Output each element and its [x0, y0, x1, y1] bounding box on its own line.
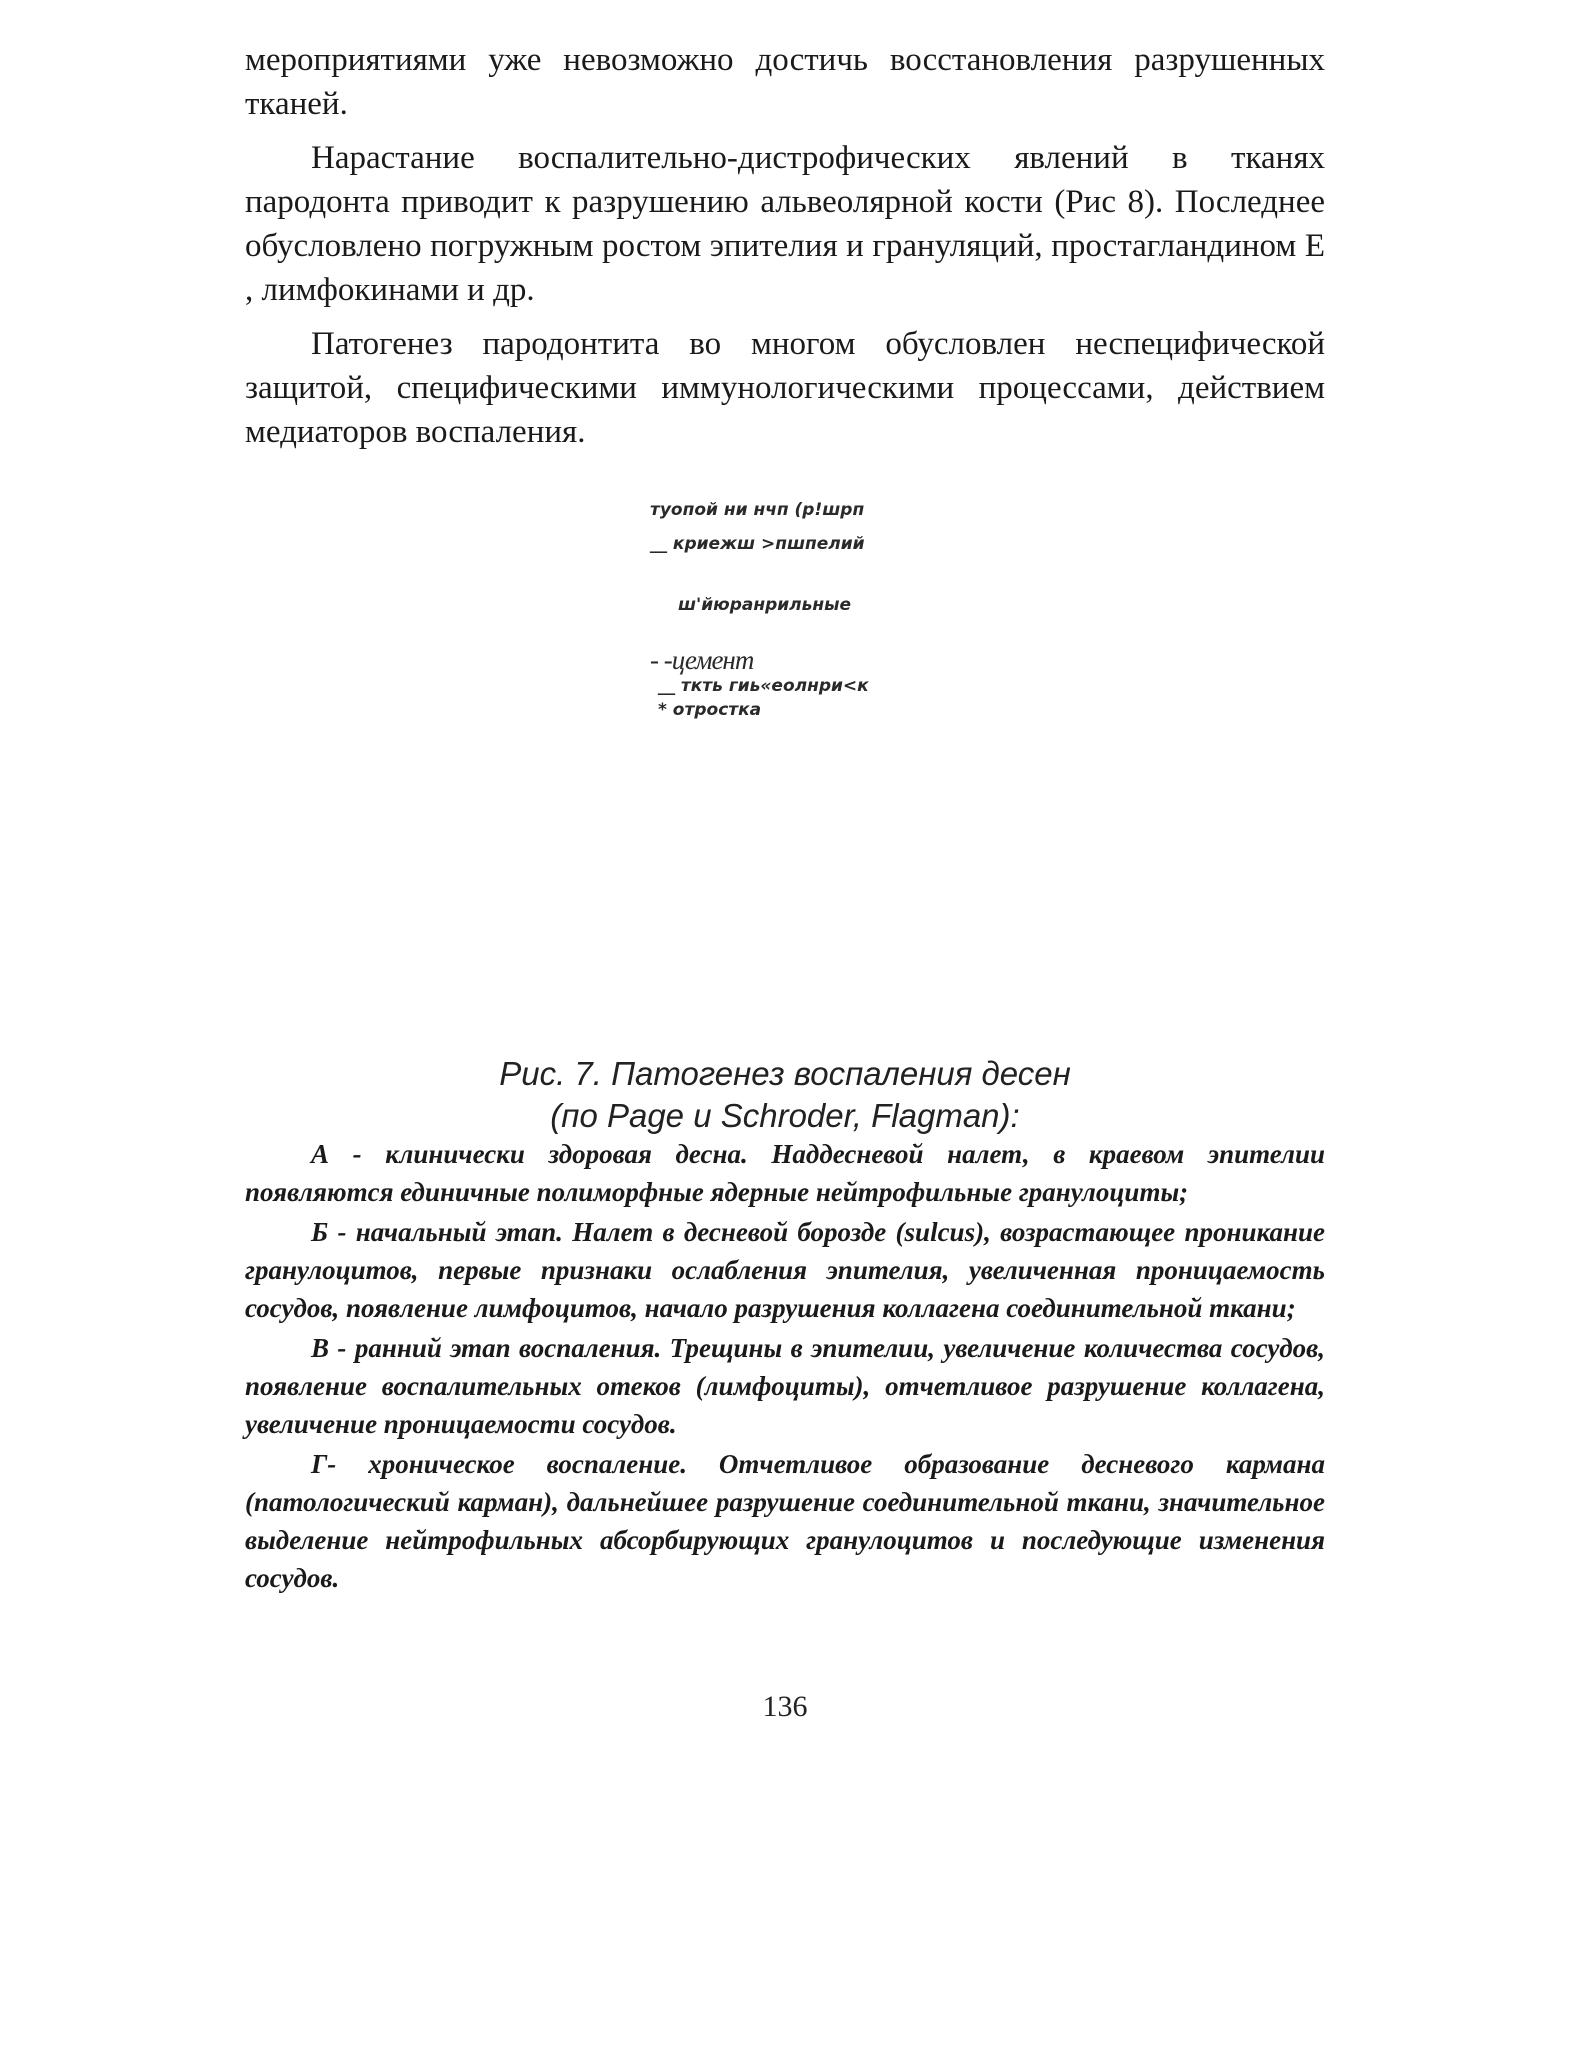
caption-body [245, 1135, 1325, 1599]
caption-item-d: Г- хроническое воспаление. Отчетливое образование десневого кармана (патологический карман), дальнейшее разрушение соединительной ткани, значительное выделение нейтрофильных абсорбирующих гранулоцитов и последующие изменения сосудов. [245, 1449, 1325, 1593]
caption-item-b: Б - начальный этап. Налет в десневой борозде (sulcus), возрастающее проникание гранулоцитов, первые признаки ослабления эпителия, увеличенная проницаемость сосудов, появление лимфоцитов, начало разрушения коллагена соединительной ткани; [245, 1217, 1325, 1323]
caption-title-line-2: (по Page и Schroder, Flagman): [550, 1097, 1020, 1134]
paragraph-2: Нарастание воспалительно-дистрофических явлений в тканях пародонта приводит к разрушению альвеолярной кости (Рис 8). Последнее обусловлено погружным ростом эпителия и грануляций, простагландином Е , лимфокинами и др. [245, 140, 1325, 308]
paragraph-3: Патогенез пародонтита во многом обусловлен неспецифической защитой, специфическими иммунологическими процессами, действием медиаторов воспаления. [245, 326, 1325, 450]
figure-label-6: * отростка [658, 700, 762, 720]
figure-label-1: туопой ни нчп (р!шрп [650, 500, 865, 520]
caption-item-a: А - клинически здоровая десна. Наддесневой налет, в краевом эпителии появляются единичные полиморфные ядерные нейтрофильные гранулоциты; [245, 1139, 1325, 1207]
figure-label-3: ш'йюранрильные [678, 595, 852, 615]
paragraph-1: мероприятиями уже невозможно достичь восстановления разрушенных тканей. [245, 42, 1325, 122]
caption-title-line-1: Рис. 7. Патогенез воспаления десен [499, 1055, 1071, 1092]
caption-item-c: В - ранний этап воспаления. Трещины в эпителии, увеличение количества сосудов, появление воспалительных отеков (лимфоциты), отчетливое разрушение коллагена, увеличение проницаемости сосудов. [245, 1333, 1325, 1439]
figure-label-4: - -цемент [650, 645, 754, 675]
figure-label-2: __ криежш >пшпелий [650, 534, 865, 554]
figure-label-5: __ ткть гиь«еолнри<к [658, 676, 869, 696]
page-number: 136 [762, 1690, 808, 1723]
